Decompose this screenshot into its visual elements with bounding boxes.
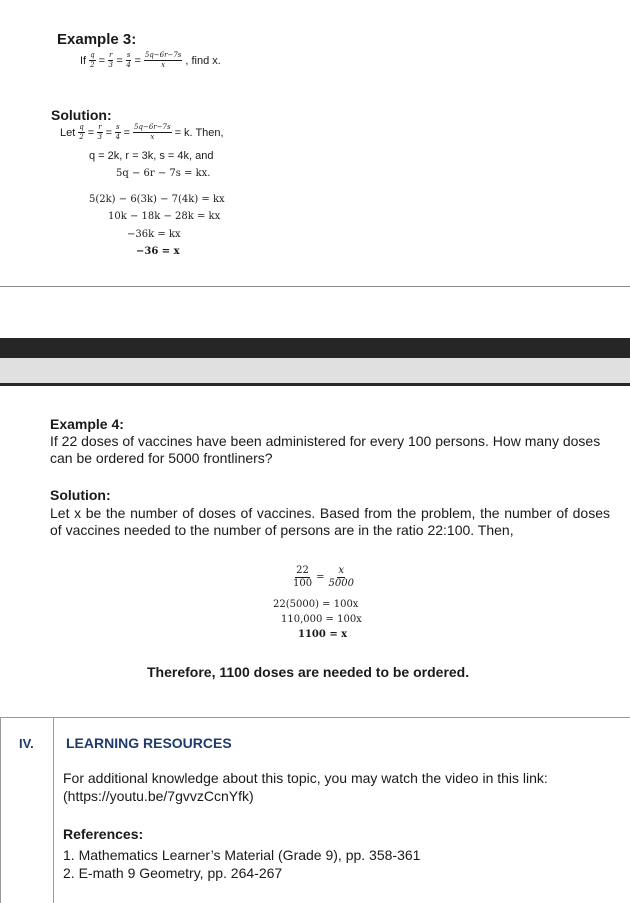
example3-line5: −36k = kx: [127, 229, 181, 240]
section-iv-numeral: IV.: [19, 736, 34, 751]
example4-solution-heading: Solution:: [50, 487, 111, 503]
example3-heading: Example 3:: [57, 31, 137, 48]
if-word: If: [80, 54, 87, 67]
fraction-22-over-100: $\frac{22}{100}$: [293, 565, 313, 589]
dark-band-2: [0, 383, 630, 386]
fraction-expression-over-x: $\frac{5q-6r-7s}{x}$: [144, 51, 182, 69]
references-heading: References:: [63, 826, 144, 842]
gray-gap: [0, 358, 630, 383]
fraction-q-over-2: $\frac{q}{2}$: [90, 51, 95, 69]
fraction-s-over-4: $\frac{s}{4}$: [126, 51, 131, 69]
section-iv-title: LEARNING RESOURCES: [66, 735, 232, 751]
find-x-text: , find x.: [185, 54, 221, 67]
example4-eq-line3: 110,000 = 100x: [281, 614, 362, 625]
fraction-r-over-3: $\frac{r}{3}$: [108, 51, 113, 69]
let-fraction-expression-over-x: $\frac{5q-6r-7s}{x}$: [134, 123, 171, 141]
example4-eq-line2: 22(5000) = 100x: [273, 599, 359, 610]
let-fraction-q-over-2: $\frac{q}{2}$: [79, 123, 84, 141]
let-fraction-r-over-3: $\frac{r}{3}$: [97, 123, 103, 141]
fraction-x-over-5000: $\frac{x}{5000}$: [328, 565, 354, 589]
example3-line6: −36 = x: [136, 246, 180, 257]
reference-item: 2. E-math 9 Geometry, pp. 264-267: [63, 865, 283, 881]
example4-solution-text: Let x be the number of doses of vaccines. Based from the problem, the number of doses of vaccines needed to the number of persons are in the ratio 22:100. Then,: [50, 505, 610, 538]
example3-problem: If $\frac{q}{2}$ = $\frac{r}{3}$ = $\frac{s}{4}$ = $\frac{5q-6r-7s}{x}$ , find x.: [80, 51, 221, 69]
reference-item: 1. Mathematics Learner’s Material (Grade 9), pp. 358-361: [63, 847, 421, 863]
example3-line3: 5(2k) − 6(3k) − 7(4k) = kx: [89, 194, 225, 205]
section-iv-border-top: [0, 717, 630, 718]
example4-heading: Example 4:: [50, 416, 124, 432]
example3-let-line: Let $\frac{q}{2}$ = $\frac{r}{3}$ = $\frac{s}{4}$ = $\frac{5q-6r-7s}{x}$ = k. Then,: [60, 123, 224, 141]
example4-conclusion: Therefore, 1100 doses are needed to be ordered.: [147, 664, 470, 680]
page-divider: [0, 286, 630, 287]
example4-problem: If 22 doses of vaccines have been administered for every 100 persons. How many doses can be ordered for 5000 frontliners?: [50, 433, 601, 466]
section-iv-column-divider: [53, 717, 54, 903]
example4-eq-line4: 1100 = x: [298, 629, 348, 640]
let-word: Let: [60, 126, 76, 139]
example3-line4: 10k − 18k − 28k = kx: [108, 211, 221, 222]
section-iv-border-left: [0, 717, 1, 903]
example3-line1: q = 2k, r = 3k, s = 4k, and: [89, 150, 214, 162]
example3-solution-heading: Solution:: [51, 107, 112, 123]
then-text: = k. Then,: [174, 126, 224, 139]
let-fraction-s-over-4: $\frac{s}{4}$: [115, 123, 121, 141]
dark-band-1: [0, 338, 630, 358]
section-iv-text: For additional knowledge about this topic, you may watch the video in this link: (https://youtu.be/7gvvzCcnYfk): [63, 770, 548, 804]
example3-line2: 5q − 6r − 7s = kx.: [116, 168, 211, 179]
example4-proportion: $\frac{22}{100}$ = $\frac{x}{5000}$: [293, 565, 354, 589]
